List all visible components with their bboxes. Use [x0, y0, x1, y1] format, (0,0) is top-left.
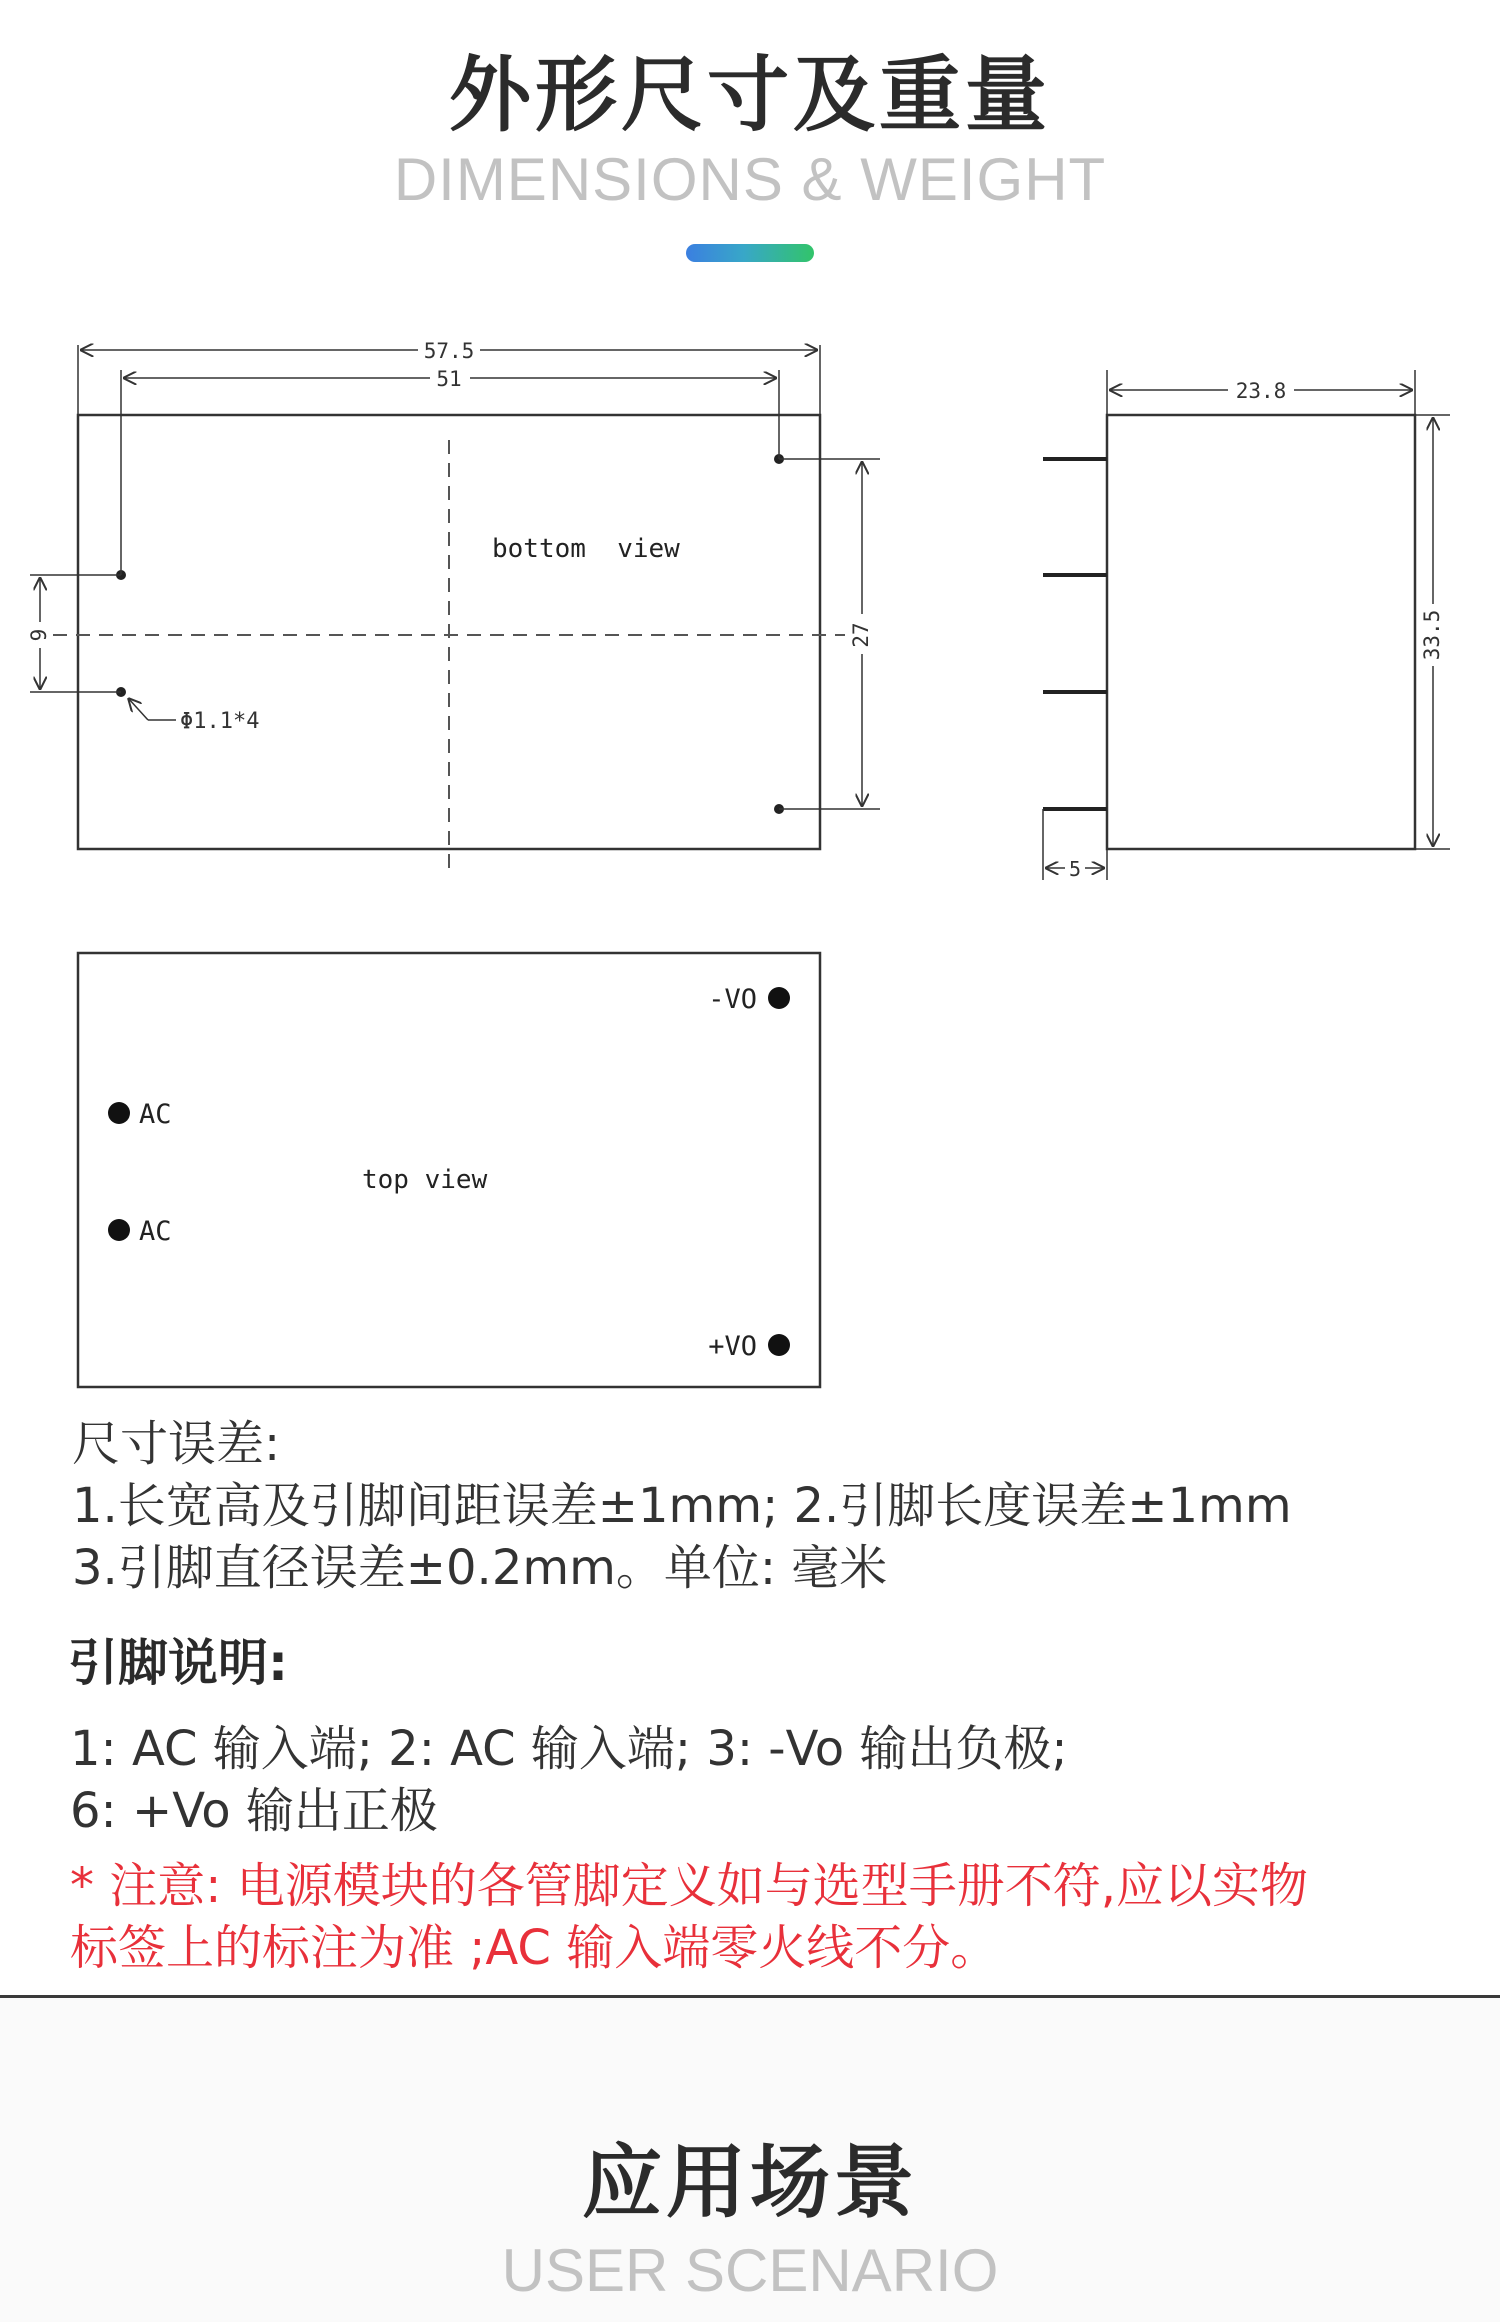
top-view: [78, 953, 820, 1387]
side-view: [1043, 370, 1450, 881]
dimension-drawing: [0, 290, 1500, 1420]
scenario-title-cn: 应用场景: [582, 2136, 918, 2229]
dim-label-vertical-span: 27: [849, 622, 873, 648]
pin-dot-neg-vo: [768, 987, 790, 1009]
tolerance-line-2: 3.引脚直径误差±0.2mm。单位: 毫米: [72, 1540, 888, 1596]
section-title-en: DIMENSIONS & WEIGHT: [393, 146, 1107, 213]
dim-label-side-width: 23.8: [1235, 379, 1287, 403]
hole-label: Φ1.1*4: [180, 709, 260, 734]
bottom-view: [27, 337, 880, 875]
pin-label-ac2: AC: [139, 1216, 172, 1247]
warning-line-2: 标签上的标注为准 ;AC 输入端零火线不分。: [70, 1920, 999, 1976]
dim-label-pin-span: 51: [436, 367, 462, 391]
section-title-cn: 外形尺寸及重量: [448, 48, 1051, 143]
bottom-view-label: bottom view: [492, 534, 680, 564]
top-view-label: top view: [362, 1165, 488, 1195]
pin-label-pos-vo: +VO: [708, 1331, 757, 1362]
pin-description-line-2: 6: +Vo 输出正极: [70, 1783, 438, 1839]
pin-description-line-1: 1: AC 输入端; 2: AC 输入端; 3: -Vo 输出负极;: [70, 1721, 1068, 1777]
title-accent-bar: [686, 244, 814, 262]
dim-label-width: 57.5: [423, 339, 475, 363]
pin-description-title: 引脚说明:: [68, 1634, 288, 1692]
side-view-outline: [1107, 415, 1415, 849]
pin-dot-pos-vo: [768, 1334, 790, 1356]
warning-line-1: * 注意: 电源模块的各管脚定义如与选型手册不符,应以实物: [70, 1858, 1308, 1914]
pin-label-ac1: AC: [139, 1099, 172, 1130]
hole-leader: [128, 698, 148, 720]
pin-dot-ac1: [108, 1102, 130, 1124]
scenario-title-en: USER SCENARIO: [501, 2237, 999, 2304]
tolerance-line-1: 1.长宽高及引脚间距误差±1mm; 2.引脚长度误差±1mm: [72, 1478, 1292, 1534]
dim-label-side-height: 33.5: [1420, 609, 1444, 661]
pin-label-neg-vo: -VO: [708, 984, 757, 1015]
pin-dot-ac2: [108, 1219, 130, 1241]
dim-label-pin-length: 5: [1068, 857, 1082, 881]
tolerance-title: 尺寸误差:: [72, 1416, 281, 1472]
dim-label-pin-pitch: 9: [27, 628, 51, 642]
